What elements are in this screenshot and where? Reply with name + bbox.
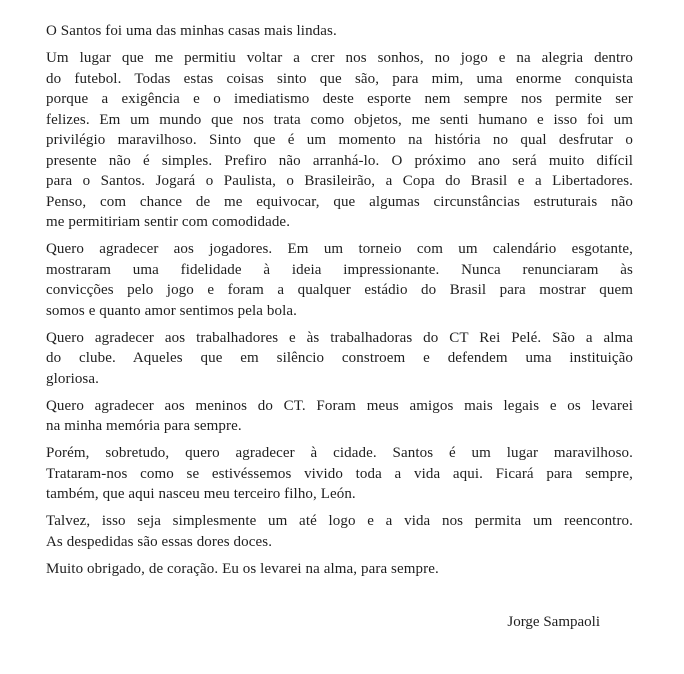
letter-line: mostraram uma fidelidade à ideia impressionante. Nunca renunciaram às bbox=[46, 261, 633, 278]
letter-line: gloriosa. bbox=[46, 370, 99, 387]
letter-paragraph bbox=[46, 239, 633, 321]
letter-paragraph bbox=[46, 443, 633, 505]
signature: Jorge Sampaoli bbox=[507, 614, 600, 630]
letter-paragraph bbox=[46, 48, 633, 233]
letter-line: Quero agradecer aos jogadores. Em um torneio com um calendário esgotante, bbox=[46, 241, 633, 257]
letter-line: do futebol. Todas estas coisas sinto que são, para mim, uma enorme conquista bbox=[46, 70, 633, 87]
letter-line: Quero agradecer aos meninos do CT. Foram meus amigos mais legais e os levarei bbox=[46, 397, 633, 414]
letter-paragraph bbox=[46, 559, 633, 580]
letter-line: Quero agradecer aos trabalhadores e às trabalhadoras do CT Rei Pelé. São a alma bbox=[46, 329, 633, 346]
letter-line: Talvez, isso seja simplesmente um até logo e a vida nos permita um reencontro. bbox=[46, 513, 633, 529]
letter-line: As despedidas são essas dores doces. bbox=[46, 533, 273, 550]
letter-paragraph bbox=[46, 328, 633, 390]
letter-line: Penso, com chance de me equivocar, que algumas circunstâncias estruturais não bbox=[46, 193, 633, 210]
letter-line: O Santos foi uma das minhas casas mais lindas. bbox=[46, 23, 337, 39]
letter-line: privilégio maravilhoso. Sinto que é um momento na história no qual desfrutar o bbox=[46, 132, 633, 148]
letter-line: somos e quanto amor sentimos pela bola. bbox=[46, 302, 297, 319]
letter-body bbox=[46, 21, 633, 586]
letter-line: me permitiriam sentir com comodidade. bbox=[46, 214, 291, 230]
letter-paragraph bbox=[46, 396, 633, 437]
letter-line: Um lugar que me permitiu voltar a crer nos sonhos, no jogo e na alegria dentro bbox=[46, 50, 633, 66]
letter-paragraph bbox=[46, 21, 633, 42]
letter-line: para o Santos. Jogará o Paulista, o Brasileirão, a Copa do Brasil e a Libertadores. bbox=[46, 173, 633, 189]
letter-line: Trataram-nos como se estivéssemos vivido toda a vida aqui. Ficará para sempre, bbox=[46, 465, 633, 482]
letter-line: também, que aqui nasceu meu terceiro filho, León. bbox=[46, 486, 356, 502]
letter-line: porque a exigência e o imediatismo deste esporte nem sempre nos permite ser bbox=[46, 91, 633, 107]
letter-line: do clube. Aqueles que em silêncio constroem e defendem uma instituição bbox=[46, 350, 633, 366]
letter-line: na minha memória para sempre. bbox=[46, 418, 242, 434]
letter-line: convicções pelo jogo e foram a qualquer estádio do Brasil para mostrar quem bbox=[46, 282, 633, 298]
letter-line: Porém, sobretudo, quero agradecer à cidade. Santos é um lugar maravilhoso. bbox=[46, 445, 633, 461]
letter-line: Muito obrigado, de coração. Eu os levarei na alma, para sempre. bbox=[46, 560, 439, 577]
letter-paragraph bbox=[46, 511, 633, 552]
letter-line: presente não é simples. Prefiro não arranhá-lo. O próximo ano será muito difícil bbox=[46, 152, 633, 169]
letter-line: felizes. Em um mundo que nos trata como objetos, me senti humano e isso foi um bbox=[46, 111, 633, 128]
